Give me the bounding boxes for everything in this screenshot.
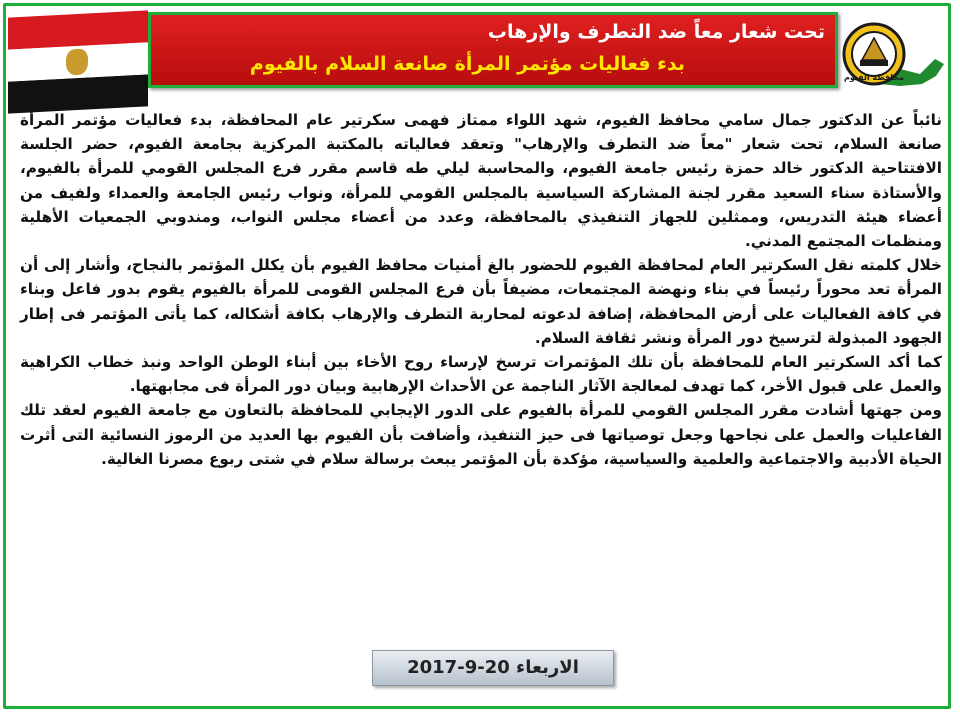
article-body — [20, 108, 942, 608]
article-paragraph: خلال كلمته نقل السكرتير العام لمحافظة الفيوم للحضور بالغ أمنيات محافظ الفيوم بأن يكلل المؤتمر بالنجاح، وأشار إلى أن المرأة تعد محوراً رئيساً في بناء ونهضة المجتمعات، مضيفاً بأن فرع المجلس القومى للمرأة بالفيوم يقوم بدور فاعل وبناء في كافة الفعاليات على أرض المحافظة، إضافة لدعوته لمحاربة التطرف والإرهاب بكافة أشكاله، كما يأتى المؤتمر فى إطار الجهود المبذولة لترسيخ دور المرأة ونشر ثقافة السلام. — [20, 256, 942, 347]
page-title: تحت شعار معاً ضد التطرف والإرهاب — [487, 21, 825, 43]
eagle-emblem-icon — [66, 48, 88, 75]
logo-text: محافظة الفيوم — [843, 73, 905, 82]
page-subtitle: بدء فعاليات مؤتمر المرأة صانعة السلام بالفيوم — [249, 53, 685, 75]
article-paragraph: ومن جهتها أشادت مقرر المجلس القومي للمرأة بالفيوم على الدور الإيجابي للمحافظة بالتعاون مع جامعة الفيوم لعقد تلك الفاعليات والعمل على نجاحها وجعل توصياتها فى حيز التنفيذ، وأضافت بأن الفيوم بها العديد من الرموز النسائية التى أثرت الحياة الأدبية والاجتماعية والعلمية والسياسية، مؤكدة بأن المؤتمر يبعث برسالة سلام في شتى ربوع مصرنا الغالية. — [20, 401, 942, 468]
date-badge — [372, 650, 614, 686]
article-paragraph: كما أكد السكرتير العام للمحافظة بأن تلك المؤتمرات ترسخ لإرساء روح الأخاء بين أبناء الوطن الواحد ونبذ خطاب الكراهية والعمل على قبول الأخر، كما تهدف لمعالجة الآثار الناجمة عن الأحداث الإرهابية وبيان دور المرأة فى مجابهتها. — [20, 353, 942, 396]
article-paragraph: نائباً عن الدكتور جمال سامي محافظ الفيوم، شهد اللواء ممتاز فهمى سكرتير عام المحافظة، بدء فعاليات مؤتمر المرأة صانعة السلام، تحت شعار "معاً ضد التطرف والإرهاب" وتعقد فعالياته بالمكتبة المركزية بجامعة الفيوم، حضر الجلسة الافتتاحية الدكتور خالد حمزة رئيس جامعة الفيوم، والمحاسبة ليلي طه قاسم مقرر فرع المجلس القومي للمرأة بالفيوم، والأستاذة سناء السعيد مقرر لجنة المشاركة السياسية بالمجلس القومي للمرأة، ونواب رئيس الجامعة والعمداء ولفيف من أعضاء هيئة التدريس، وممثلين للجهاز التنفيذي بالمحافظة، وعدد من أعضاء مجلس النواب، ومندوبي الجمعيات الأهلية ومنظمات المجتمع المدني. — [20, 111, 942, 251]
egypt-flag-icon — [8, 10, 148, 113]
title-banner — [148, 12, 838, 88]
date-text: الاربعاء 20-9-2017 — [407, 657, 579, 678]
fayoum-governorate-logo-icon — [840, 14, 948, 100]
